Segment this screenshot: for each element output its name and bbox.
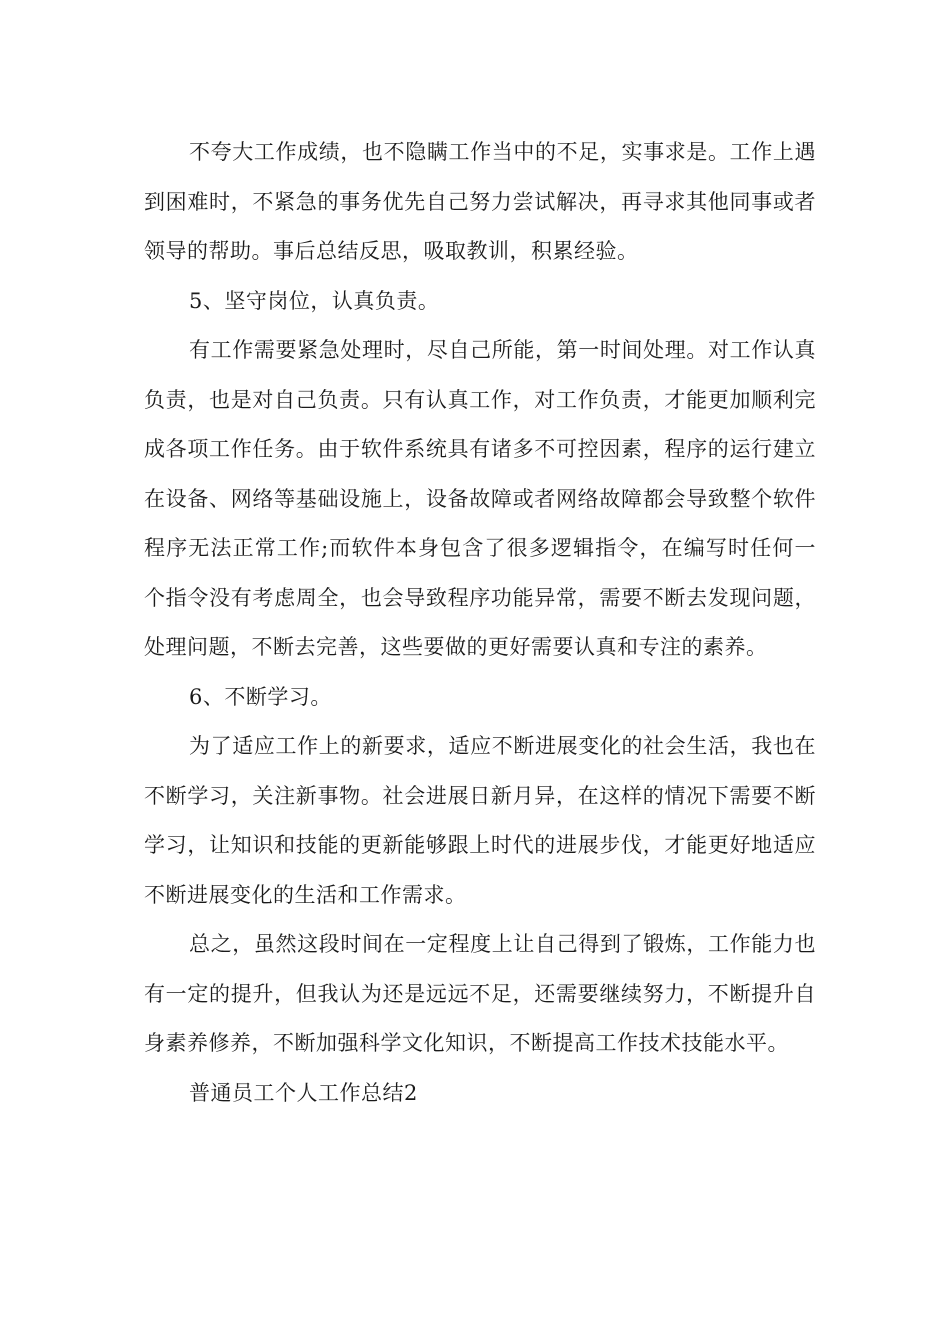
document-body: [144, 128, 816, 1118]
section-title: 普通员工个人工作总结2: [189, 1080, 418, 1105]
heading-item-5: 5、坚守岗位，认真负责。: [189, 288, 440, 313]
paragraph-conclusion: 总之，虽然这段时间在一定程度上让自己得到了锻炼，工作能力也有一定的提升，但我认为还是远远不足，还需要继续努力，不断提升自身素养修养，不断加强科学文化知识，不断提高工作技术技能水平。: [144, 932, 816, 1055]
heading-item-6: 6、不断学习。: [189, 684, 332, 709]
paragraph-learning: 为了适应工作上的新要求，适应不断进展变化的社会生活，我也在不断学习，关注新事物。社会进展日新月异，在这样的情况下需要不断学习，让知识和技能的更新能够跟上时代的进展步伐，才能更好地适应不断进展变化的生活和工作需求。: [144, 734, 816, 907]
paragraph-honesty: 不夸大工作成绩，也不隐瞒工作当中的不足，实事求是。工作上遇到困难时，不紧急的事务优先自己努力尝试解决，再寻求其他同事或者领导的帮助。事后总结反思，吸取教训，积累经验。: [144, 140, 816, 263]
paragraph-responsibility: 有工作需要紧急处理时，尽自己所能，第一时间处理。对工作认真负责，也是对自己负责。只有认真工作，对工作负责，才能更加顺利完成各项工作任务。由于软件系统具有诸多不可控因素，程序的运行建立在设备、网络等基础设施上，设备故障或者网络故障都会导致整个软件程序无法正常工作;而软件本身包含了很多逻辑指令，在编写时任何一个指令没有考虑周全，也会导致程序功能异常，需要不断去发现问题，处理问题，不断去完善，这些要做的更好需要认真和专注的素养。: [144, 338, 816, 659]
